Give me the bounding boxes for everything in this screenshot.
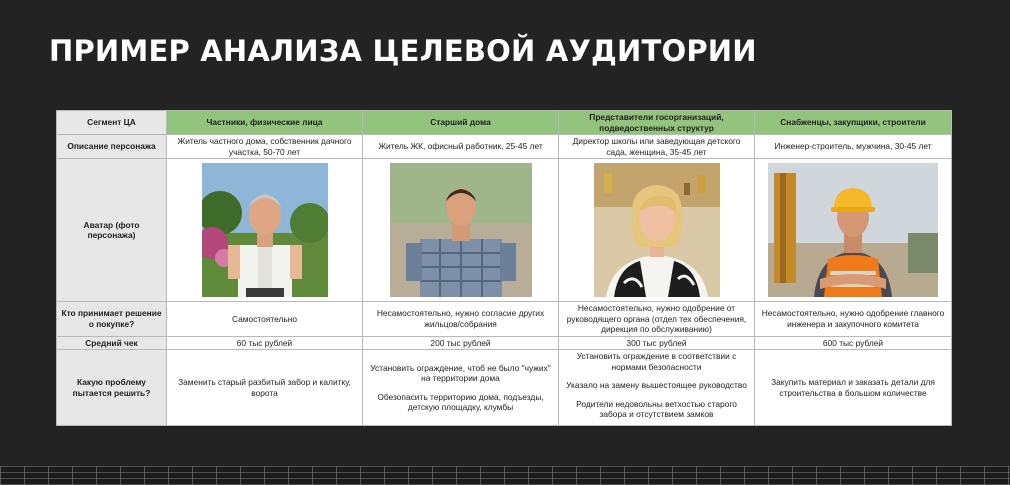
target-audience-table bbox=[56, 110, 952, 426]
segment-header-row bbox=[57, 111, 952, 135]
problem-cell-house-elder bbox=[363, 350, 559, 426]
description-cell-government: Директор школы или заведующая детского сада, женщина, 35-45 лет bbox=[559, 135, 755, 159]
description-cell-house-elder: Житель ЖК, офисный работник, 25-45 лет bbox=[363, 135, 559, 159]
page-title: ПРИМЕР АНАЛИЗА ЦЕЛЕВОЙ АУДИТОРИИ bbox=[49, 34, 757, 68]
grid-floor-decoration bbox=[0, 466, 1010, 485]
avatar-row bbox=[57, 159, 952, 302]
decision-cell-suppliers: Несамостоятельно, нужно одобрение главного инженера и закупочного комитета bbox=[755, 302, 952, 337]
problem-cell-private bbox=[167, 350, 363, 426]
decision-cell-government: Несамостоятельно, нужно одобрение от руководящего органа (отдел тех обеспечения, дирекция по обслуживанию) bbox=[559, 302, 755, 337]
avatar-row-label: Аватар (фото персонажа) bbox=[57, 159, 167, 302]
avatar-cell-private bbox=[167, 159, 363, 302]
description-cell-suppliers: Инженер-строитель, мужчина, 30-45 лет bbox=[755, 135, 952, 159]
avatar-cell-government bbox=[559, 159, 755, 302]
segment-header-private: Частники, физические лица bbox=[167, 111, 363, 135]
problem-row bbox=[57, 350, 952, 426]
avatar-older-man-photo bbox=[202, 163, 328, 297]
problem-text: Установить ограждение, чтоб не было "чужих" на территории дома bbox=[370, 362, 551, 383]
avatar-woman-director-photo bbox=[594, 163, 720, 297]
description-cell-private: Житель частного дома, собственник дачного участка, 50-70 лет bbox=[167, 135, 363, 159]
decision-cell-house-elder: Несамостоятельно, нужно согласие других жильцов/собрания bbox=[363, 302, 559, 337]
decision-row-label: Кто принимает решение о покупке? bbox=[57, 302, 167, 337]
decision-row bbox=[57, 302, 952, 337]
decision-cell-private: Самостоятельно bbox=[167, 302, 363, 337]
segment-header-government: Представители госорганизаций, подведоственных структур bbox=[559, 111, 755, 135]
check-cell-government: 300 тыс рублей bbox=[559, 336, 755, 350]
avatar-cell-suppliers bbox=[755, 159, 952, 302]
check-cell-private: 60 тыс рублей bbox=[167, 336, 363, 350]
description-row bbox=[57, 135, 952, 159]
description-row-label: Описание персонажа bbox=[57, 135, 167, 159]
segment-header-label: Сегмент ЦА bbox=[57, 111, 167, 135]
problem-text: Родители недовольны ветхостью старого забора и отсутствием замков bbox=[576, 398, 737, 419]
problem-cell-government bbox=[559, 350, 755, 426]
problem-text: Указало на замену вышестоящее руководство bbox=[566, 380, 747, 390]
problem-text: Установить ограждение в соответствии с нормами безопасности bbox=[576, 351, 737, 372]
avatar-cell-house-elder bbox=[363, 159, 559, 302]
avatar-young-man-photo bbox=[390, 163, 532, 297]
check-cell-house-elder: 200 тыс рублей bbox=[363, 336, 559, 350]
problem-text: Заменить старый разбитый забор и калитку, ворота bbox=[178, 377, 351, 398]
avatar-construction-engineer-photo bbox=[768, 163, 938, 297]
segment-header-suppliers: Снабженцы, закупщики, строители bbox=[755, 111, 952, 135]
problem-cell-suppliers bbox=[755, 350, 952, 426]
problem-text: Обезопасить территорию дома, подъезды, детскую площадку, клумбы bbox=[377, 391, 544, 412]
check-row-label: Средний чек bbox=[57, 336, 167, 350]
segment-header-house-elder: Старший дома bbox=[363, 111, 559, 135]
problem-row-label: Какую проблему пытается решить? bbox=[57, 350, 167, 426]
check-row bbox=[57, 336, 952, 350]
problem-text: Закупить материал и заказать детали для строительства в большом количестве bbox=[771, 377, 935, 398]
check-cell-suppliers: 600 тыс рублей bbox=[755, 336, 952, 350]
